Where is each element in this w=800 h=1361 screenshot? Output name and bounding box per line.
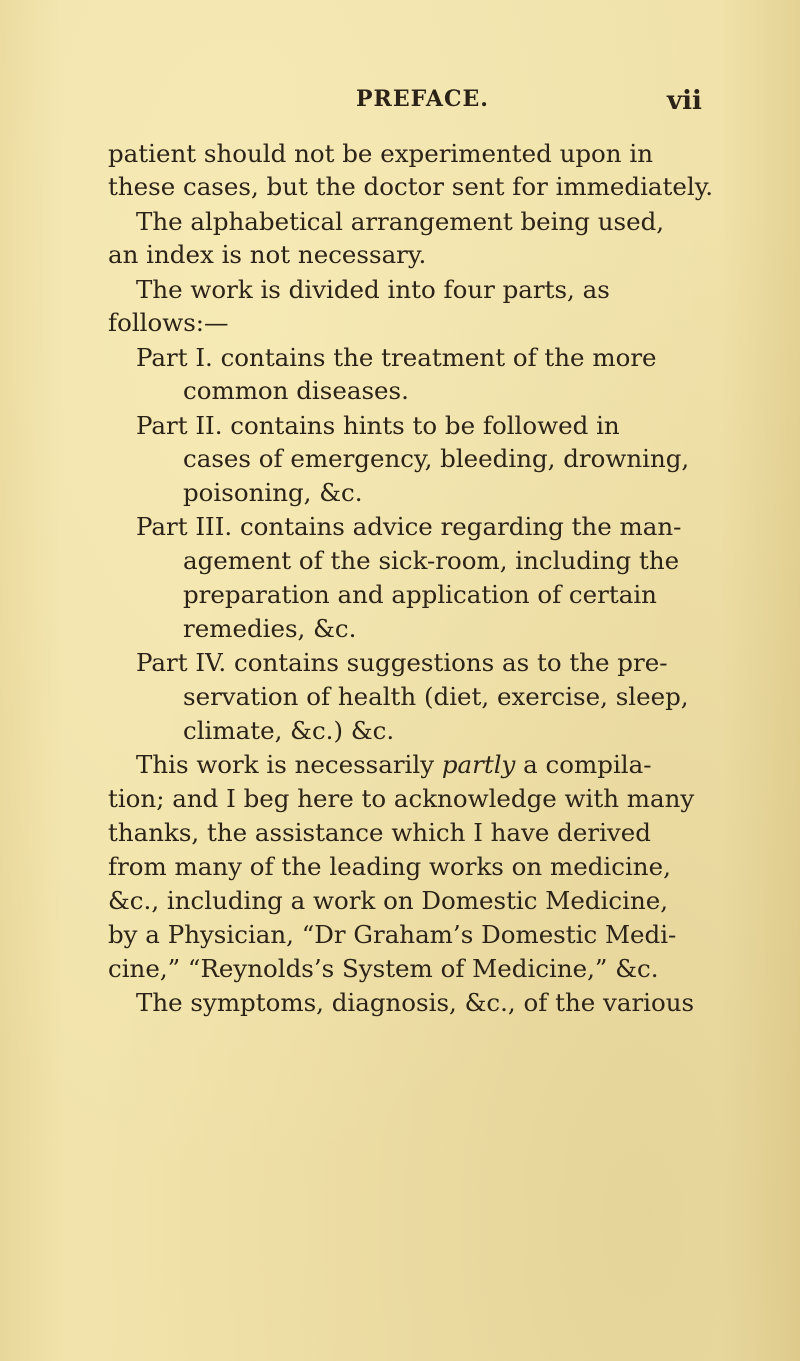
text-line: from many of the leading works on medicine,: [108, 852, 671, 881]
text-line: poisoning, &c.: [183, 478, 363, 507]
running-title: PREFACE.: [356, 86, 489, 112]
text-line: thanks, the assistance which I have derived: [108, 818, 651, 847]
text-line: preparation and application of certain: [183, 580, 657, 609]
text-line: agement of the sick-room, including the: [183, 546, 680, 575]
text-line-compilation: [136, 748, 652, 781]
text-line: The work is divided into four parts, as: [136, 275, 610, 304]
text-line: follows:—: [108, 308, 229, 337]
running-header: [0, 86, 800, 116]
text-line: climate, &c.) &c.: [183, 716, 395, 745]
text-line: cine,” “Reynolds’s System of Medicine,” &c.: [108, 954, 659, 983]
text-line: common diseases.: [183, 376, 409, 405]
page-number: vii: [667, 86, 702, 116]
text-line: remedies, &c.: [183, 614, 357, 643]
text-line: an index is not necessary.: [108, 240, 427, 269]
text-line: Part I. contains the treatment of the more: [136, 343, 657, 372]
text-line: servation of health (diet, exercise, sleep,: [183, 682, 689, 711]
text-line: The alphabetical arrangement being used,: [136, 207, 665, 236]
text-line: Part II. contains hints to be followed in: [136, 411, 620, 440]
text-run: a compila-: [515, 750, 652, 779]
text-line: &c., including a work on Domestic Medicine,: [108, 886, 669, 915]
text-line: tion; and I beg here to acknowledge with many: [108, 784, 695, 813]
text-line: by a Physician, “Dr Graham’s Domestic Medi-: [108, 920, 677, 949]
text-line: Part IV. contains suggestions as to the pre-: [136, 648, 668, 677]
text-run: This work is necessarily: [136, 750, 442, 779]
text-line: these cases, but the doctor sent for immediately.: [108, 172, 714, 201]
text-line: Part III. contains advice regarding the man-: [136, 512, 682, 541]
text-line: patient should not be experimented upon in: [108, 139, 653, 168]
text-line: The symptoms, diagnosis, &c., of the various: [136, 988, 695, 1017]
italic-word: partly: [441, 750, 516, 779]
text-line: cases of emergency, bleeding, drowning,: [183, 444, 690, 473]
